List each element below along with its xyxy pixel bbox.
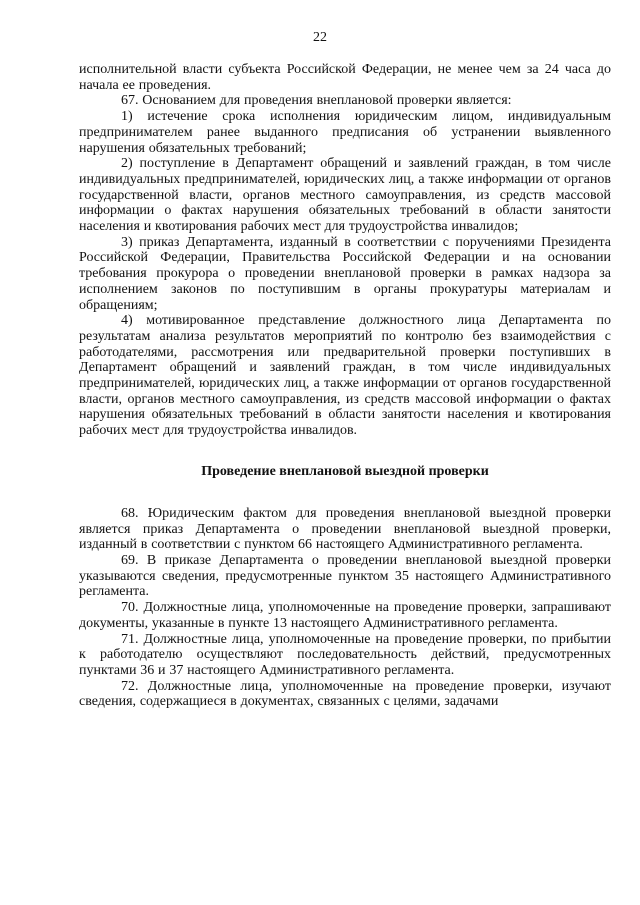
list-item-2: 2) поступление в Департамент обращений и заявлений граждан, в том числе индивидуальных предпринимателей, юридических лиц, а также информации от органов государственной власти, органов местного самоуправления, из средств массовой информации о фактах нарушения обязательных требований в области занятости населения и квотирования рабочих мест для трудоустройства инвалидов; xyxy=(79,156,611,235)
paragraph-71: 71. Должностные лица, уполномоченные на проведение проверки, по прибытии к работодателю осуществляют последовательность действий, предусмотренных пунктами 36 и 37 настоящего Административного регламента. xyxy=(79,631,611,678)
paragraph-68: 68. Юридическим фактом для проведения внеплановой выездной проверки является приказ Департамента о проведении внеплановой выездной проверки, изданный в соответствии с пунктом 66 настоящего Административного регламента. xyxy=(79,505,611,553)
paragraph-72: 72. Должностные лица, уполномоченные на проведение проверки, изучают сведения, содержащиеся в документах, связанных с целями, задачами xyxy=(79,678,611,710)
section-heading: Проведение внеплановой выездной проверки xyxy=(201,463,489,479)
list-item-3: 3) приказ Департамента, изданный в соответствии с поручениями Президента Российской Федерации, Правительства Российской Федерации и на основании требования прокурора о проведении внеплановой проверки в рамках надзора за исполнением законов по поступившим в органы прокуратуры материалам и обращениям; xyxy=(79,234,611,313)
page-number: 22 xyxy=(313,30,327,45)
paragraph-67: 67. Основанием для проведения внеплановой проверки является: xyxy=(121,93,512,109)
paragraph-69: 69. В приказе Департамента о проведении внеплановой выездной проверки указываются сведения, предусмотренные пунктом 35 настоящего Административного регламента. xyxy=(79,552,611,600)
list-item-1: 1) истечение срока исполнения юридическим лицом, индивидуальным предпринимателем ранее выданного предписания об устранении выявленного нарушения обязательных требований; xyxy=(79,109,611,156)
list-item-4: 4) мотивированное представление должностного лица Департамента по результатам анализа результатов мероприятий по контролю без взаимодействия с работодателями, рассмотрения или предварительной проверки поступивших в Департамент обращений и заявлений граждан, в том числе индивидуальных предпринимателей, юридических лиц, а также информации от органов государственной власти, органов местного самоуправления, из средств массовой информации о фактах нарушения обязательных требований в области занятости населения и квотирования рабочих мест для трудоустройства инвалидов. xyxy=(79,313,611,439)
document-body xyxy=(79,62,611,710)
paragraph-70: 70. Должностные лица, уполномоченные на проведение проверки, запрашивают документы, указанные в пункте 13 настоящего Административного регламента. xyxy=(79,600,611,631)
paragraph-continuation: исполнительной власти субъекта Российской Федерации, не менее чем за 24 часа до начала ее проведения. xyxy=(79,62,611,93)
